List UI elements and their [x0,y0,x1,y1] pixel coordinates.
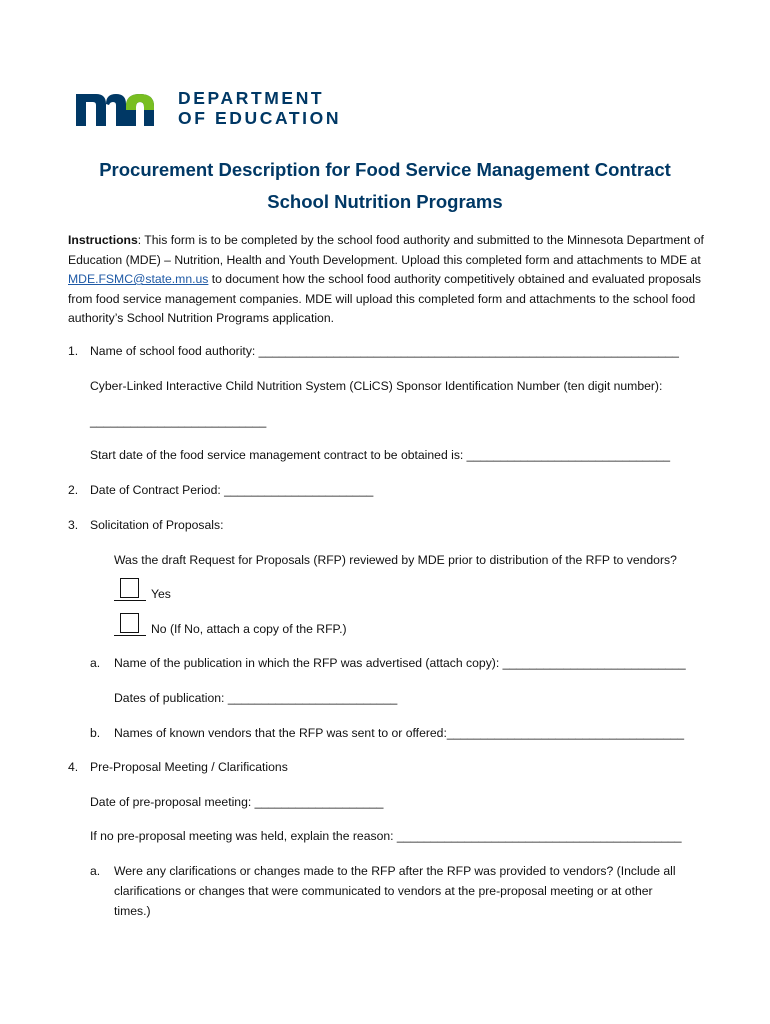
no-label: No (If No, attach a copy of the RFP.) [151,622,347,636]
q3b-vendors-field[interactable]: Names of known vendors that the RFP was sent to or offered:___________________________________ [114,726,685,740]
instructions-label: Instructions [68,233,138,247]
q4a-line1: Were any clarifications or changes made to the RFP after the RFP was provided to vendors? (Include all [114,864,676,878]
page-title [0,154,770,218]
q3a-dates-field[interactable]: Dates of publication: _________________________ [114,691,398,705]
q2-contract-period-field[interactable]: Date of Contract Period: ______________________ [90,483,374,497]
q1-authority-name-field[interactable]: Name of school food authority: ______________________________________________________________ [90,344,679,358]
q3-question: Was the draft Request for Proposals (RFP) reviewed by MDE prior to distribution of the RFP to vendors? [114,553,677,567]
q3-label: Solicitation of Proposals: [90,518,224,532]
q3b-letter: b. [90,726,101,740]
q4-date-field[interactable]: Date of pre-proposal meeting: ___________________ [90,795,384,809]
q4-number: 4. [68,760,79,774]
title-line2: School Nutrition Programs [267,191,503,212]
q1-number: 1. [68,344,79,358]
yes-label: Yes [151,587,171,601]
q3a-publication-field[interactable]: Name of the publication in which the RFP was advertised (attach copy): ___________________________ [114,656,686,670]
yes-underline [114,600,146,601]
q3a-letter: a. [90,656,101,670]
logo-line1: DEPARTMENT [178,88,325,108]
instructions-text-1: : This form is to be completed by the school food authority and submitted to the Minnesota Department of Education (MDE) – Nutrition, Health and Youth Development. Upload this completed form and attachments to MDE at [68,233,704,267]
q4-label: Pre-Proposal Meeting / Clarifications [90,760,288,774]
q1-clics-field[interactable]: __________________________ [90,414,267,428]
mde-logo [76,88,341,128]
q1-clics-label: Cyber-Linked Interactive Child Nutrition System (CLiCS) Sponsor Identification Number (ten digit number): [90,379,663,393]
instructions-paragraph [68,231,708,329]
q1-start-date-field[interactable]: Start date of the food service management contract to be obtained is: ______________________________ [90,448,671,462]
logo-line2: OF EDUCATION [178,108,342,128]
email-link[interactable]: MDE.FSMC@state.mn.us [68,272,209,286]
q4a-letter: a. [90,864,101,878]
q4a-line2: clarifications or changes that were communicated to vendors at the pre-proposal meeting or at other [114,884,653,898]
no-checkbox[interactable] [120,613,139,633]
title-line1: Procurement Description for Food Service Management Contract [99,159,671,180]
q2-number: 2. [68,483,79,497]
logo-text [178,88,341,128]
q4a-line3: times.) [114,904,151,918]
no-underline [114,635,146,636]
instructions-text-2: to document how the school food authority competitively obtained and evaluated proposals from food service management companies. MDE will upload this completed form and attachments to the school food authority’s School Nutrition Programs application. [68,272,701,325]
yes-checkbox[interactable] [120,578,139,598]
q3-number: 3. [68,518,79,532]
q4-reason-field[interactable]: If no pre-proposal meeting was held, explain the reason: __________________________________________ [90,829,682,843]
mn-logo-icon [76,88,160,128]
